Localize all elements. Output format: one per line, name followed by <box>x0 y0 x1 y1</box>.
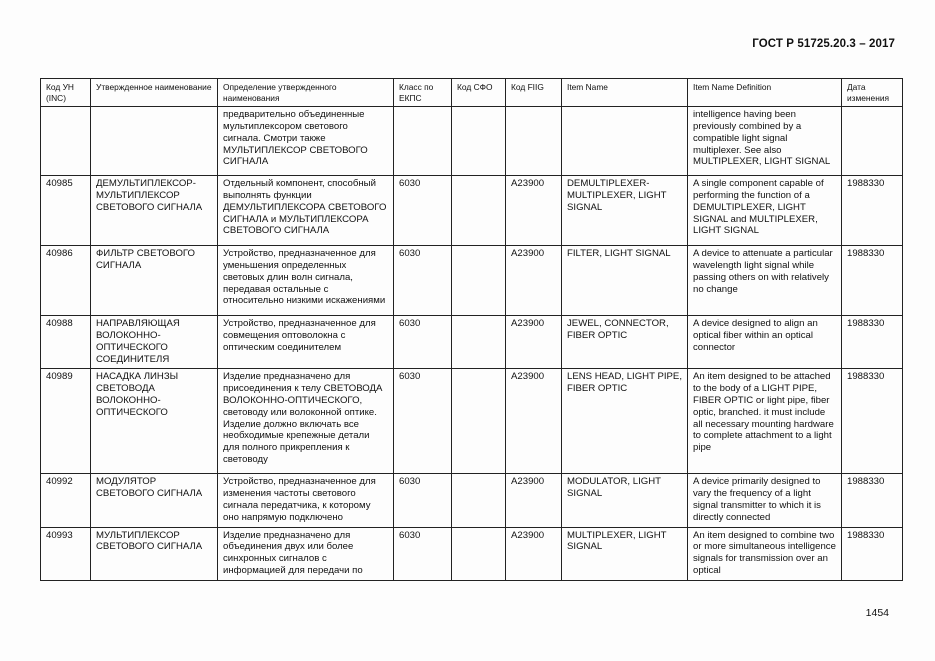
table-row <box>41 316 903 369</box>
cell-definition-ru: предварительно объединенные мультиплексором светового сигнала. Смотри также МУЛЬТИПЛЕКСОР СВЕТОВОГО СИГНАЛА <box>218 107 394 176</box>
column-header-ekps: Класс по ЕКПС <box>394 79 452 107</box>
cell-ekps: 6030 <box>394 316 452 369</box>
cell-name-ru: НАСАДКА ЛИНЗЫ СВЕТОВОДА ВОЛОКОННО-ОПТИЧЕСКОГО <box>91 369 218 474</box>
cell-fiig: A23900 <box>506 176 562 246</box>
column-header-name-ru: Утвержденное наименование <box>91 79 218 107</box>
table-row <box>41 246 903 316</box>
table-row-continuation <box>41 107 903 176</box>
table-header-row <box>41 79 903 107</box>
column-header-date: Дата изменения <box>842 79 903 107</box>
cell-fiig: A23900 <box>506 246 562 316</box>
document-standard-code: ГОСТ Р 51725.20.3 – 2017 <box>752 38 895 50</box>
table-row <box>41 474 903 527</box>
cell-definition-ru: Устройство, предназначенное для совмещения оптоволокна с оптическим соединителем <box>218 316 394 369</box>
page-number: 1454 <box>865 607 889 619</box>
cell-definition-en: An item designed to be attached to the body of a LIGHT PIPE, FIBER OPTIC or light pipe, fiber optic, branched. it must include all necessary mounting hardware to complete attachment to a light pipe <box>688 369 842 474</box>
cell-sfo <box>452 527 506 580</box>
cell-sfo <box>452 246 506 316</box>
cell-fiig: A23900 <box>506 474 562 527</box>
cell-ekps: 6030 <box>394 369 452 474</box>
cell-definition-en: A device to attenuate a particular wavelength light signal while passing others on with relatively no change <box>688 246 842 316</box>
cell-sfo <box>452 474 506 527</box>
cell-sfo <box>452 316 506 369</box>
column-header-item-name: Item Name <box>562 79 688 107</box>
cell-ekps: 6030 <box>394 246 452 316</box>
cell-item-name: MULTIPLEXER, LIGHT SIGNAL <box>562 527 688 580</box>
cell-definition-ru: Отдельный компонент, способный выполнять функции ДЕМУЛЬТИПЛЕКСОРА СВЕТОВОГО СИГНАЛА и МУЛЬТИПЛЕКСОРА СВЕТОВОГО СИГНАЛА <box>218 176 394 246</box>
cell-definition-en: A device primarily designed to vary the frequency of a light signal transmitter to which it is directly connected <box>688 474 842 527</box>
cell-inc: 40992 <box>41 474 91 527</box>
cell-ekps: 6030 <box>394 474 452 527</box>
cell-inc: 40986 <box>41 246 91 316</box>
cell-item-name: FILTER, LIGHT SIGNAL <box>562 246 688 316</box>
cell-name-ru: НАПРАВЛЯЮЩАЯ ВОЛОКОННО-ОПТИЧЕСКОГО СОЕДИНИТЕЛЯ <box>91 316 218 369</box>
cell-fiig: A23900 <box>506 527 562 580</box>
cell-ekps: 6030 <box>394 176 452 246</box>
cell-date: 1988330 <box>842 527 903 580</box>
cell-fiig: A23900 <box>506 369 562 474</box>
cell-definition-ru: Устройство, предназначенное для изменения частоты светового сигнала передатчика, к которому оно напрямую подключено <box>218 474 394 527</box>
cell-ekps: 6030 <box>394 527 452 580</box>
catalog-table <box>40 78 903 581</box>
cell-item-name: JEWEL, CONNECTOR, FIBER OPTIC <box>562 316 688 369</box>
cell-definition-en: A single component capable of performing the function of a DEMULTIPLEXER, LIGHT SIGNAL and MULTIPLEXER, LIGHT SIGNAL <box>688 176 842 246</box>
cell-definition-ru: Устройство, предназначенное для уменьшения определенных световых длин волн сигнала, передавая остальные с относительно низкими искажениями <box>218 246 394 316</box>
cell-date: 1988330 <box>842 474 903 527</box>
table-row <box>41 176 903 246</box>
column-header-fiig: Код FIIG <box>506 79 562 107</box>
table-row <box>41 527 903 580</box>
cell-name-ru: ДЕМУЛЬТИПЛЕКСОР-МУЛЬТИПЛЕКСОР СВЕТОВОГО СИГНАЛА <box>91 176 218 246</box>
cell-item-name: MODULATOR, LIGHT SIGNAL <box>562 474 688 527</box>
cell-sfo <box>452 369 506 474</box>
cell-inc: 40985 <box>41 176 91 246</box>
column-header-inc: Код УН (INC) <box>41 79 91 107</box>
cell-item-name: DEMULTIPLEXER-MULTIPLEXER, LIGHT SIGNAL <box>562 176 688 246</box>
column-header-sfo: Код СФО <box>452 79 506 107</box>
cell-definition-en: A device designed to align an optical fiber within an optical connector <box>688 316 842 369</box>
cell-date: 1988330 <box>842 176 903 246</box>
cell-definition-ru: Изделие предназначено для присоединения к телу СВЕТОВОДА ВОЛОКОННО-ОПТИЧЕСКОГО, световоду или волоконной оптике. Изделие должно включать все необходимые крепежные детали для полного прикрепления к световоду <box>218 369 394 474</box>
cell-sfo <box>452 176 506 246</box>
cell-inc: 40988 <box>41 316 91 369</box>
cell-fiig: A23900 <box>506 316 562 369</box>
cell-name-ru: МОДУЛЯТОР СВЕТОВОГО СИГНАЛА <box>91 474 218 527</box>
column-header-definition-en: Item Name Definition <box>688 79 842 107</box>
cell-inc: 40993 <box>41 527 91 580</box>
cell-name-ru: МУЛЬТИПЛЕКСОР СВЕТОВОГО СИГНАЛА <box>91 527 218 580</box>
cell-definition-en: An item designed to combine two or more simultaneous intelligence signals for transmission over an optical <box>688 527 842 580</box>
cell-date: 1988330 <box>842 246 903 316</box>
cell-name-ru: ФИЛЬТР СВЕТОВОГО СИГНАЛА <box>91 246 218 316</box>
cell-item-name: LENS HEAD, LIGHT PIPE, FIBER OPTIC <box>562 369 688 474</box>
cell-inc: 40989 <box>41 369 91 474</box>
cell-definition-en: intelligence having been previously combined by a compatible light signal multiplexer. See also MULTIPLEXER, LIGHT SIGNAL <box>688 107 842 176</box>
cell-date: 1988330 <box>842 369 903 474</box>
cell-date: 1988330 <box>842 316 903 369</box>
column-header-definition-ru: Определение утвержденного наименования <box>218 79 394 107</box>
table-row <box>41 369 903 474</box>
cell-definition-ru: Изделие предназначено для объединения двух или более синхронных сигналов с информацией для передачи по <box>218 527 394 580</box>
